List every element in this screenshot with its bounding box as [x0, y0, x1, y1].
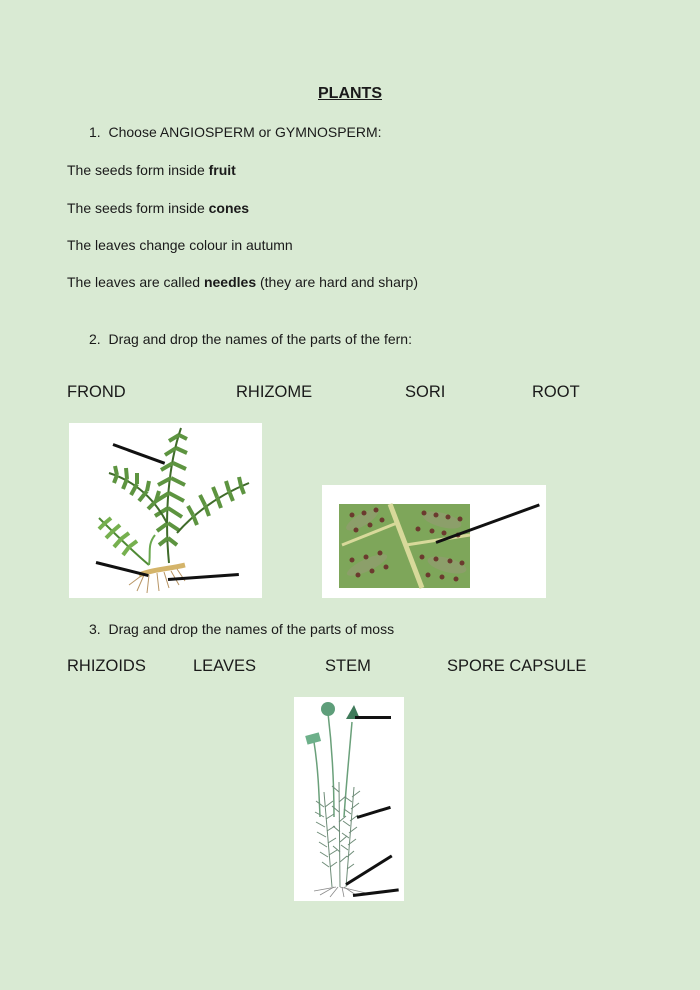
fern-illustration-icon: [69, 423, 262, 598]
question-2: [89, 331, 412, 347]
statement-text: The leaves are called: [67, 274, 204, 290]
draggable-label-rhizome[interactable]: RHIZOME: [236, 383, 313, 401]
question-number: 3.: [89, 621, 101, 637]
draggable-label-root[interactable]: ROOT: [532, 383, 580, 401]
statement-keyword: needles: [203, 274, 257, 290]
statement-keyword: cones: [208, 200, 250, 216]
statement-4[interactable]: [67, 274, 418, 290]
question-3: [89, 621, 394, 637]
page-title: PLANTS: [318, 85, 382, 102]
statement-3[interactable]: [67, 237, 293, 253]
draggable-label-leaves[interactable]: LEAVES: [193, 657, 256, 675]
question-1: [89, 124, 382, 140]
draggable-label-sori[interactable]: SORI: [405, 383, 446, 401]
question-number: 2.: [89, 331, 101, 347]
statement-text: The leaves change colour in autumn: [67, 237, 293, 253]
statement-text: (they are hard and sharp): [256, 274, 418, 290]
sori-closeup-icon: [322, 485, 546, 598]
draggable-label-spore-capsule[interactable]: SPORE CAPSULE: [447, 657, 587, 675]
draggable-label-frond[interactable]: FROND: [67, 383, 126, 401]
statement-1[interactable]: [67, 162, 236, 178]
pointer-line-spore-capsule: [355, 716, 391, 719]
fern-image: [69, 423, 262, 598]
sori-image: [322, 485, 546, 598]
statement-2[interactable]: [67, 200, 249, 216]
moss-illustration-icon: [294, 697, 404, 901]
statement-text: The seeds form inside: [67, 200, 209, 216]
moss-image: [294, 697, 404, 901]
statement-keyword: fruit: [208, 162, 236, 178]
question-number: 1.: [89, 124, 101, 140]
draggable-label-stem[interactable]: STEM: [325, 657, 371, 675]
question-prompt: Drag and drop the names of the parts of the fern:: [108, 331, 412, 347]
question-prompt: Drag and drop the names of the parts of moss: [108, 621, 395, 637]
question-prompt: Choose ANGIOSPERM or GYMNOSPERM:: [108, 124, 382, 140]
statement-text: The seeds form inside: [67, 162, 209, 178]
draggable-label-rhizoids[interactable]: RHIZOIDS: [67, 657, 146, 675]
